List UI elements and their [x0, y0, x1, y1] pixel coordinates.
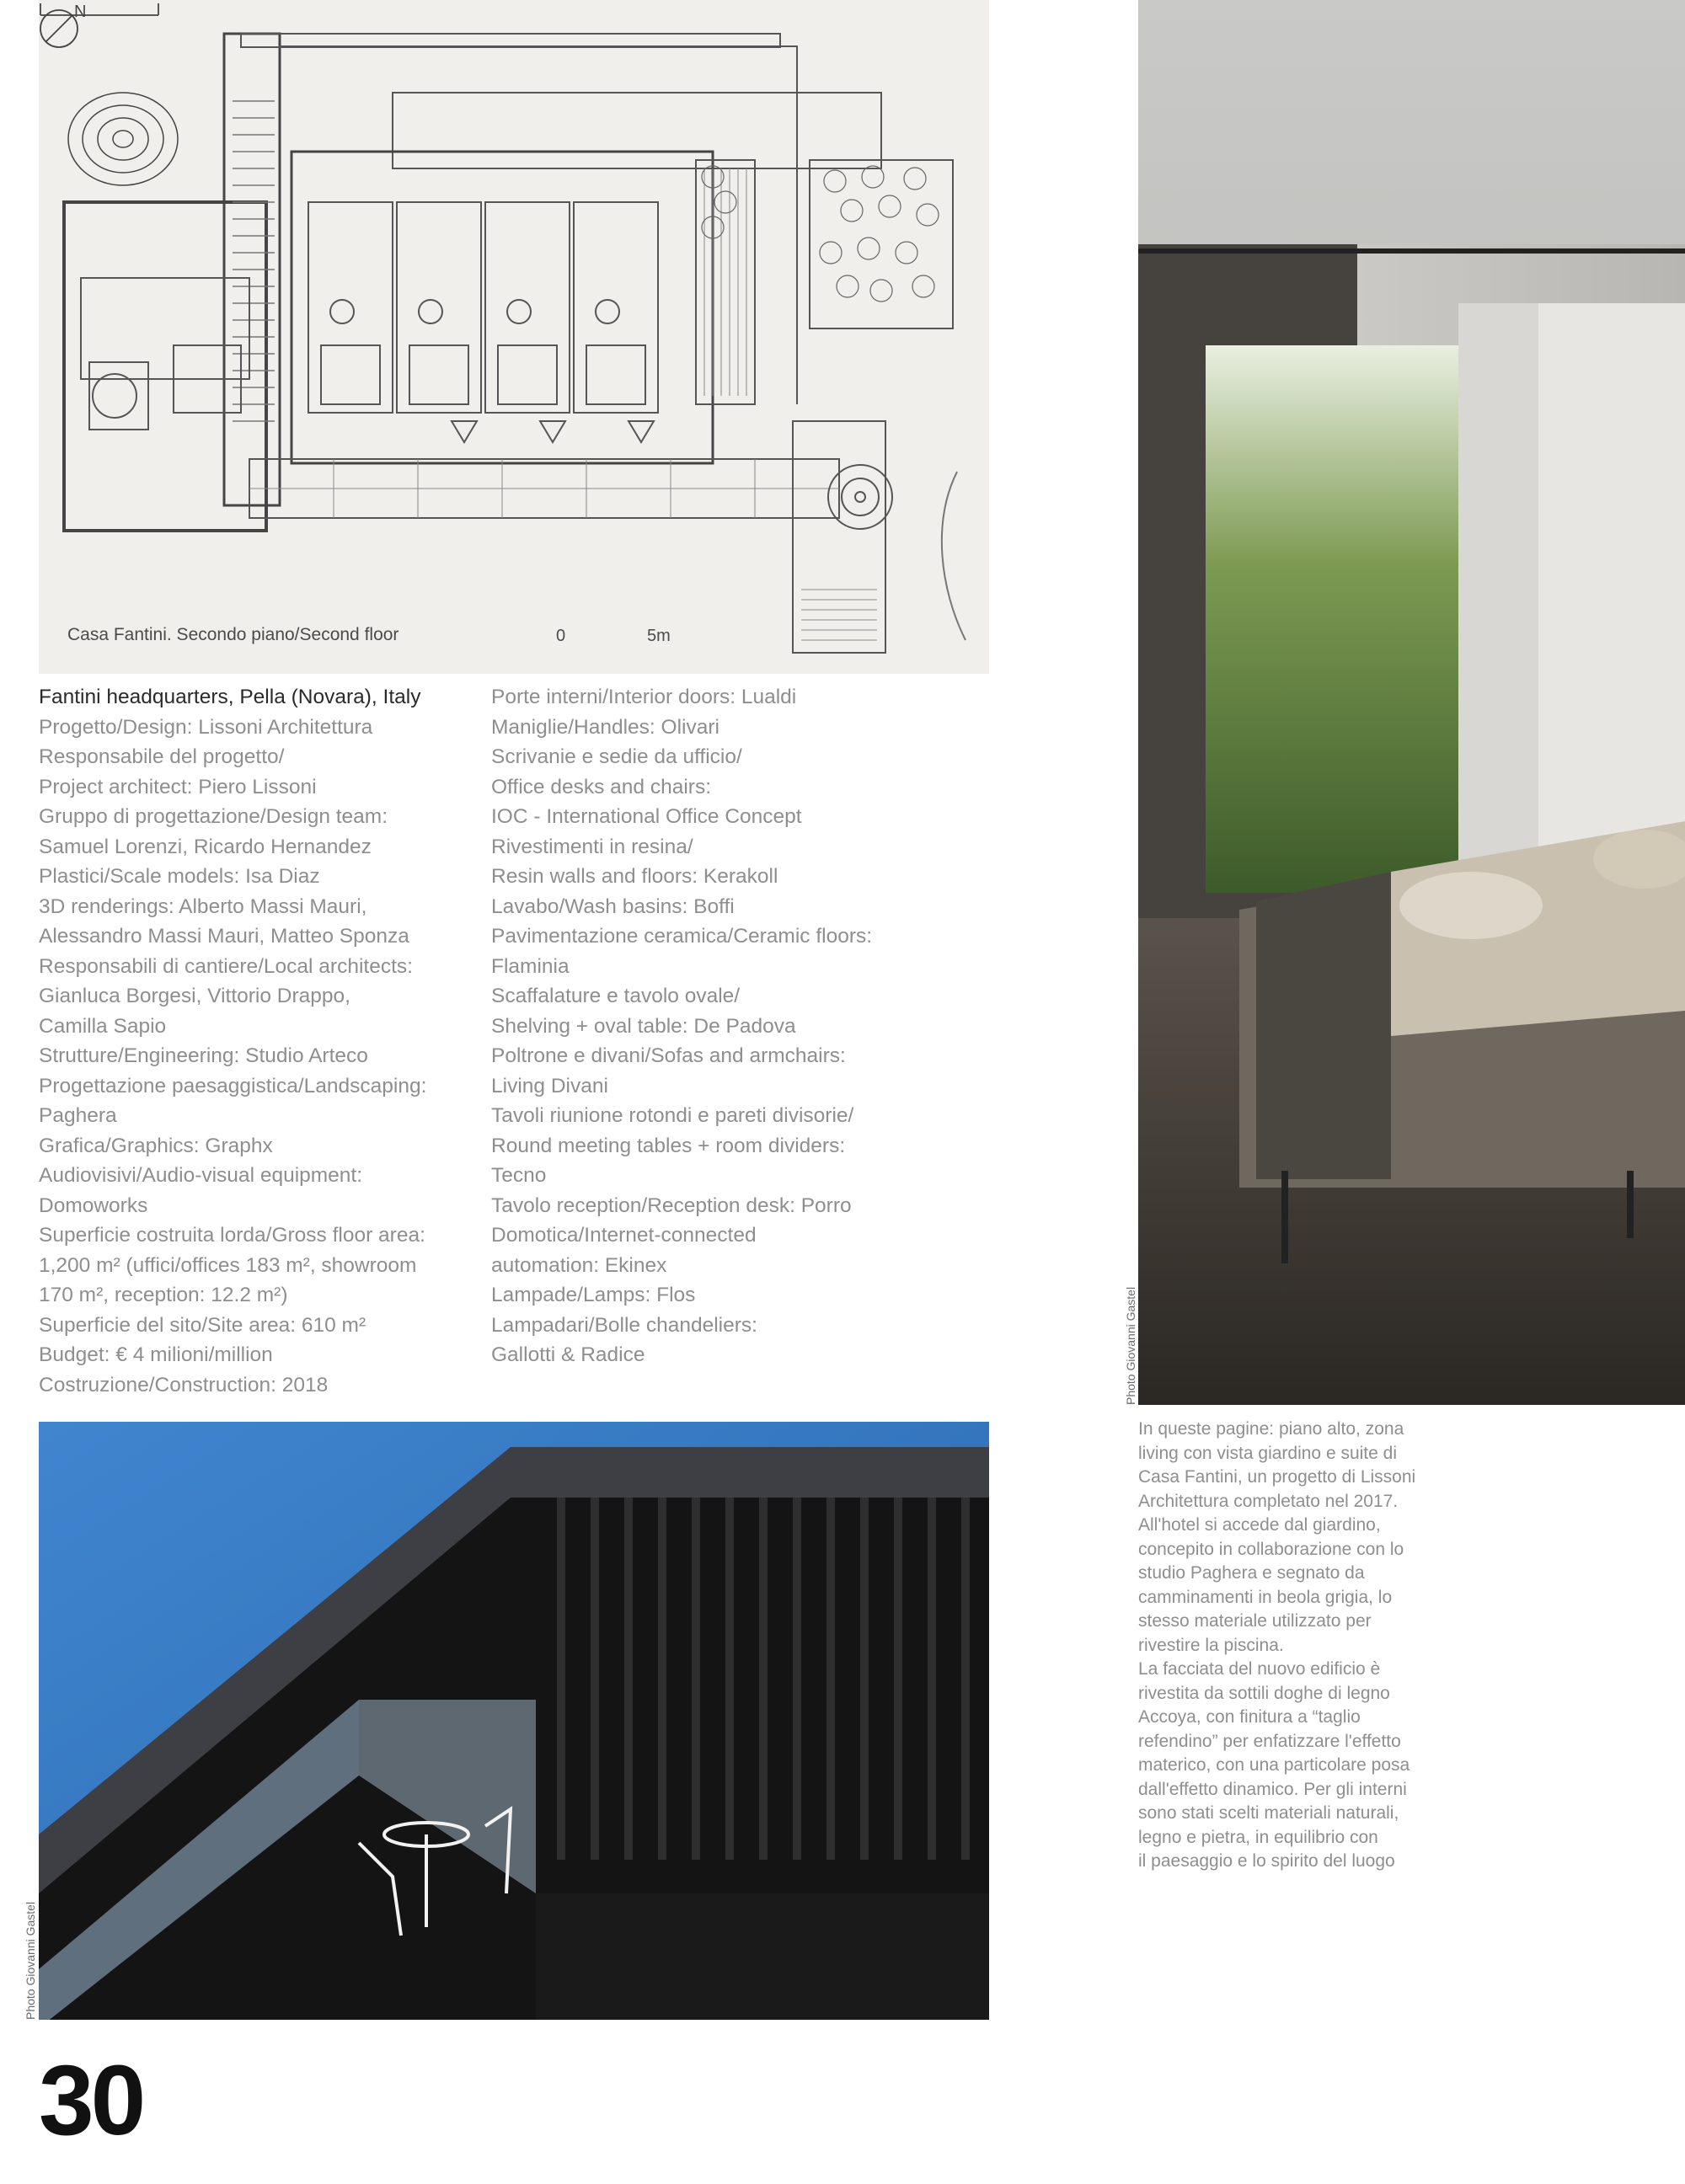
caption-line: il paesaggio e lo spirito del luogo — [1138, 1851, 1395, 1871]
scale-start-label: 0 — [556, 627, 566, 645]
credit-line: Superficie costruita lorda/Gross floor area: — [39, 1224, 425, 1247]
credit-line: Paghera — [39, 1104, 117, 1127]
credit-line: Gianluca Borgesi, Vittorio Drappo, — [39, 985, 350, 1007]
caption-line: rivestire la piscina. — [1138, 1635, 1284, 1655]
credits-heading: Fantini headquarters, Pella (Novara), Italy — [39, 686, 421, 708]
credit-line: Responsabili di cantiere/Local architects: — [39, 954, 413, 978]
credit-line: Project architect: Piero Lissoni — [39, 775, 317, 798]
page-number: 30 — [39, 2045, 143, 2156]
floor-plan-drawing — [39, 0, 989, 674]
credit-line: Samuel Lorenzi, Ricardo Hernandez — [39, 835, 372, 858]
credit-line: Poltrone e divani/Sofas and armchairs: — [491, 1044, 846, 1067]
credit-line: Tecno — [491, 1164, 547, 1187]
credit-line: Rivestimenti in resina/ — [491, 835, 693, 858]
caption-line: legno e pietra, in equilibrio con — [1138, 1827, 1378, 1847]
credit-line: Camilla Sapio — [39, 1014, 167, 1038]
caption-line: stesso materiale utilizzato per — [1138, 1611, 1372, 1631]
credit-line: Audiovisivi/Audio-visual equipment: — [39, 1164, 363, 1187]
caption-line: studio Paghera e segnato da — [1138, 1563, 1365, 1583]
floor-plan — [39, 0, 989, 674]
photo-caption — [1138, 1418, 1458, 1874]
credit-line: Shelving + oval table: De Padova — [491, 1014, 796, 1038]
caption-line: rivestita da sottili doghe di legno — [1138, 1683, 1390, 1703]
credit-line: Strutture/Engineering: Studio Arteco — [39, 1044, 368, 1067]
credit-line: 3D renderings: Alberto Massi Mauri, — [39, 894, 367, 918]
exterior-photo — [39, 1422, 989, 2020]
caption-line: materico, con una particolare posa — [1138, 1755, 1410, 1775]
credit-line: Maniglie/Handles: Olivari — [491, 715, 719, 739]
credit-line: Resin walls and floors: Kerakoll — [491, 865, 778, 888]
credit-line: Scrivanie e sedie da ufficio/ — [491, 745, 742, 768]
caption-line: Accoya, con finitura a “taglio — [1138, 1707, 1361, 1727]
caption-line: refendino” per enfatizzare l'effetto — [1138, 1731, 1401, 1751]
credit-line: Domotica/Internet-connected — [491, 1224, 757, 1247]
plan-caption: Casa Fantini. Secondo piano/Second floor — [67, 625, 399, 644]
credit-line: Plastici/Scale models: Isa Diaz — [39, 865, 320, 888]
credit-line: Responsabile del progetto/ — [39, 745, 285, 768]
caption-line: Casa Fantini, un progetto di Lissoni — [1138, 1467, 1416, 1487]
caption-line: living con vista giardino e suite di — [1138, 1443, 1398, 1463]
credit-line: 1,200 m² (uffici/offices 183 m², showroom — [39, 1253, 417, 1277]
credit-line: Scaffalature e tavolo ovale/ — [491, 985, 741, 1007]
interior-photo-credit: Photo Giovanni Gastel — [1124, 1286, 1137, 1405]
caption-line: In queste pagine: piano alto, zona — [1138, 1419, 1404, 1439]
credit-line: Budget: € 4 milioni/million — [39, 1343, 273, 1366]
caption-line: Architettura completato nel 2017. — [1138, 1491, 1399, 1511]
credit-line: Superficie del sito/Site area: 610 m² — [39, 1313, 366, 1337]
scale-bar — [39, 0, 165, 20]
credit-line: Gruppo di progettazione/Design team: — [39, 805, 388, 828]
caption-line: sono stati scelti materiali naturali, — [1138, 1803, 1399, 1823]
caption-line: All'hotel si accede dal giardino, — [1138, 1515, 1381, 1535]
credit-line: Lavabo/Wash basins: Boffi — [491, 894, 735, 918]
credit-line: Alessandro Massi Mauri, Matteo Sponza — [39, 925, 409, 948]
credit-line: Domoworks — [39, 1193, 148, 1217]
credit-line: Tavoli riunione rotondi e pareti divisorie/ — [491, 1104, 854, 1127]
credit-line: 170 m², reception: 12.2 m²) — [39, 1284, 288, 1306]
caption-line: dall'effetto dinamico. Per gli interni — [1138, 1779, 1407, 1799]
credit-line: IOC - International Office Concept — [491, 805, 802, 828]
credit-line: Flaminia — [491, 954, 570, 978]
credit-line: Lampadari/Bolle chandeliers: — [491, 1313, 757, 1337]
north-label: N — [74, 3, 87, 21]
scale-end-label: 5m — [647, 627, 671, 645]
credit-line: Lampade/Lamps: Flos — [491, 1284, 696, 1306]
credit-line: Progettazione paesaggistica/Landscaping: — [39, 1074, 427, 1097]
credit-line: Costruzione/Construction: 2018 — [39, 1373, 329, 1396]
credit-line: Office desks and chairs: — [491, 775, 712, 798]
caption-line: concepito in collaborazione con lo — [1138, 1539, 1404, 1559]
credit-line: Porte interni/Interior doors: Lualdi — [491, 686, 797, 708]
credit-line: Grafica/Graphics: Graphx — [39, 1134, 273, 1157]
exterior-photo-credit: Photo Giovanni Gastel — [24, 1901, 37, 2020]
caption-line: camminamenti in beola grigia, lo — [1138, 1587, 1393, 1607]
credit-line: automation: Ekinex — [491, 1253, 667, 1277]
credit-line: Round meeting tables + room dividers: — [491, 1134, 846, 1157]
credit-line: Living Divani — [491, 1074, 608, 1097]
credits-left-column — [39, 682, 485, 1400]
interior-photo-illustration — [1138, 0, 1685, 1405]
credits-right-column — [491, 682, 963, 1370]
credit-line: Progetto/Design: Lissoni Architettura — [39, 715, 373, 739]
caption-line: La facciata del nuovo edificio è — [1138, 1659, 1381, 1679]
credit-line: Gallotti & Radice — [491, 1343, 645, 1366]
credit-line: Pavimentazione ceramica/Ceramic floors: — [491, 925, 873, 948]
interior-photo — [1138, 0, 1685, 1405]
credit-line: Tavolo reception/Reception desk: Porro — [491, 1193, 852, 1217]
exterior-photo-illustration — [39, 1422, 989, 2020]
